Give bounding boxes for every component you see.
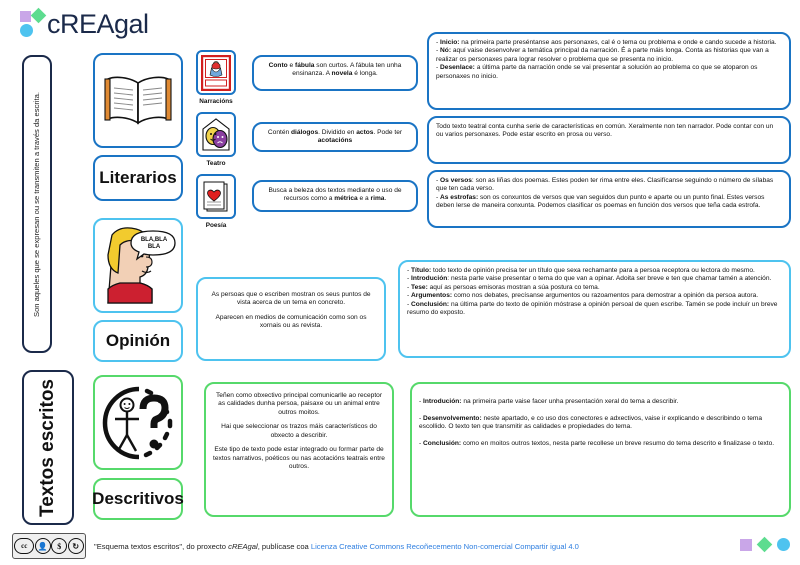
narracions-brief-box [252,55,418,91]
bubble-line1: BLA,BLA [140,237,168,243]
poesia-brief-text: Busca a beleza dos textos mediante o uso de recursos como a métrica e a rima. [268,187,402,203]
sidebar-description-box [22,55,52,353]
poesia-brief-box [252,180,418,212]
teatro-brief-text: Contén diálogos. Dividido en actos. Pode ter acotacións [267,129,403,145]
descritivos-icon-box [93,375,183,470]
footer-text [94,542,579,551]
opinion-brief-box [196,277,386,361]
logo-diamond-icon [31,8,47,24]
narracions-detail-text: - Inicio: na primeira parte preséntanse aos personaxes, cal é o tema ou problema e onde e cando sucede a historia. - Nó: aquí vaise desenvolver a temática principal da narración. É a parte máis longa. Conta as historias que van a realizar os personaxes para lograr resolver o problema que se presenta no inicio. - Desenlace: a última parte da narración onde se vai presentar a solución ao problema co que se atoparon os personaxes no inicio. [436,39,777,80]
descritivos-brief-p1: Teñen como obxectivo principal comunicarlle ao receptor as calidades dunha persoa, paisaxe ou un animal entre outros moitos. [215,392,383,416]
poesia-detail-box [427,170,791,228]
narracions-icon-box [196,50,236,95]
category-descritivos-label[interactable] [93,478,183,520]
opinion-text: Opinión [105,331,171,350]
opinion-brief-text [198,279,384,336]
literarios-icon-box [93,53,183,148]
teatro-detail-text: Todo texto teatral conta cunha serie de características en común. Xeralmente non ten narrador. Pode contar con un ou varios personaxes. Pode estar escrito en prosa ou verso. [436,123,774,139]
narracions-caption: Narracións [199,98,233,105]
teatro-caption: Teatro [206,160,226,167]
footer-text-before: "Esquema textos escritos", do proxecto [94,541,229,551]
open-book-icon [101,73,175,129]
footer-project: cREAgal [228,541,258,551]
descritivos-text: Descritivos [92,489,184,508]
cc-nc-icon: $ [51,538,67,554]
sidebar-description: Son aqueles que se expresan ou se transmiten a través da escrita. [32,91,42,317]
footer [0,527,800,565]
sidebar-title: Textos escritos [37,378,59,517]
descritivos-detail-text: - Introdución: na primeira parte vaise facer unha presentación xeral do tema a describir. - Desenvolvemento: neste apartado, e co uso dos conectores e adxectivos, vaise ir explicando e describindo o tema escollido. O texto ten que transmitir as calidades e propiedades do tema. - Conclusión: como en moitos outros textos, nesta parte recollese un breve resumo do tema descrito e finalizase o texto. [419,398,775,448]
cc-sa-icon: ↻ [68,538,84,554]
logo-square-icon [20,11,31,22]
logo-marks [20,10,46,38]
logo-circle-icon [20,24,33,37]
category-literarios-label[interactable] [93,155,183,201]
opinion-detail-text: - Título: todo texto de opinión precisa ter un título que sexa rechamante para a persoa receptora ou lectora do mesmo. - Introdución: nesta parte vaise presentar o tema do que van a opinar. Adoita ser breve e ten que chamar tamén a atención. - Tese: aquí as persoas emisoras mostran a súa postura co tema. - Argumentos: como nos debates, precísanse argumentos ou razoamentos para demostrar a opinión da persoa autora. - Conclusión: na última parte do texto de opinión móstrase a opinión persoal de quen escribe. Tamén se pode incluír un breve resumo do exposto. [407,267,778,317]
opinion-brief-p1: As persoas que o escriben mostran os seus puntos de vista acerca de un tema en concreto. [211,291,371,307]
descritivos-detail-box [410,382,791,517]
cc-by-icon: 👤 [35,538,51,554]
footer-square-icon [740,539,752,551]
narracions-detail-box [427,32,791,110]
storybook-icon [201,55,231,91]
figure-question-icon [99,383,177,463]
narracions-brief-text: Conto e fábula son curtos. A fábula ten unha ensinanza. A novela é longa. [268,62,402,78]
theatre-masks-icon [200,117,232,153]
footer-diamond-icon [757,537,773,553]
creagal-logo [20,10,149,38]
creative-commons-badge[interactable] [12,533,86,559]
teatro-brief-box [252,122,418,152]
heart-page-icon [201,179,231,215]
poesia-caption: Poesía [205,222,227,229]
footer-text-mid: , publícase coa [257,541,311,551]
opinion-brief-p2: Aparecen en medios de comunicación como son os xornais ou as revista. [215,313,367,330]
poesia-detail-text: - Os versos: son as liñas dos poemas. Estes poden ter rima entre eles. Clasifícanse seguindo o número de sílabas que ten cada verso. - As estrofas: son os conxuntos de versos que van seguidos dun punto e aparte ou un punto final. Estes versos deben lerse de maneira conxunta. Podemos clasificar os poemas en función dos versos que teña cada estrofa. [436,177,774,210]
category-opinion-label[interactable] [93,320,183,362]
bubble-line2: BLA [147,244,161,250]
teatro-detail-box [427,116,791,164]
opinion-icon-box [93,218,183,313]
cc-icon: cc [14,538,34,554]
footer-license-link[interactable]: Licenza Creative Commons Recoñecemento Non-comercial Compartir igual 4.0 [310,541,579,551]
descritivos-brief-text [206,384,392,477]
opinion-detail-box [398,260,791,358]
footer-circle-icon [777,538,790,551]
sidebar-title-box [22,370,74,525]
footer-marks [740,538,790,551]
literarios-text: Literarios [99,168,177,187]
descritivos-brief-box [204,382,394,517]
logo-text: cREAgal [47,8,149,39]
speaking-person-icon [98,223,178,308]
descritivos-brief-p3: Este tipo de texto pode estar integrado ou formar parte de textos narrativos, poéticos ou nas acotacións teatrais entre outros. [213,446,385,471]
poesia-icon-box [196,174,236,219]
descritivos-brief-p2: Hai que seleccionar os trazos máis característicos do obxecto a describir. [221,423,377,439]
teatro-icon-box [196,112,236,157]
